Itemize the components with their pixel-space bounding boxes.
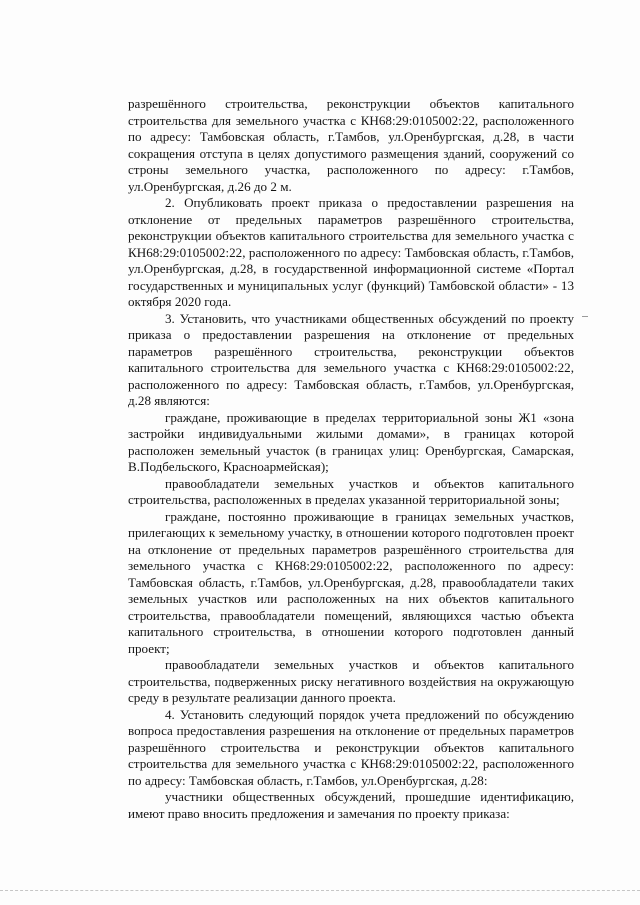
paragraph-participants-adjacent: граждане, постоянно проживающие в границах земельных участков, прилегающих к земельному участку, в отношении которого подготовлен проект на отклонение от предельных параметров разрешённого строительства для земельного участка с КН68:29:0105002:22, расположенного по адресу: Тамбовская область, г.Тамбов, ул.Оренбургская, д.28, правообладатели таких земельных участков или расположенных на них объектов капитального строительства, правообладатели помещений, являющихся частью объекта капитального строительства, в отношении которого подготовлен данный проект; xyxy=(128,508,574,656)
paragraph-participants-residents: граждане, проживающие в пределах территориальной зоны Ж1 «зона застройки индивидуальными жилыми домами», в границах которой расположен земельный участок (в границах улиц: Оренбургская, Самарская, В.Подбельского, Красноармейская); xyxy=(128,409,574,474)
paragraph-participants-risk: правообладатели земельных участков и объектов капитального строительства, подверженных риску негативного воздействия на окружающую среду в результате реализации данного проекта. xyxy=(128,657,574,705)
paragraph-item-2: 2. Опубликовать проект приказа о предоставлении разрешения на отклонение от предельных параметров разрешённого строительства, реконструкции объектов капитального строительства для земельного участка с КН68:29:0105002:22, расположенного по адресу: Тамбовская область, г.Тамбов, ул.Оренбургская, д.28, в государственной информационной системе «Портал государственных и муниципальных услуг (функций) Тамбовской области» - 13 октября 2020 года. xyxy=(128,195,574,309)
scan-artifact xyxy=(582,316,588,317)
paragraph-participants-rights: участники общественных обсуждений, прошедшие идентификацию, имеют право вносить предложения и замечания по проекту приказа: xyxy=(128,789,574,821)
scan-edge-artifact xyxy=(0,890,640,893)
document-body xyxy=(128,96,574,822)
paragraph-item-3: 3. Установить, что участниками общественных обсуждений по проекту приказа о предоставлении разрешения на отклонение от предельных параметров разрешённого строительства, реконструкции объектов капитального строительства для земельного участка с КН68:29:0105002:22, расположенного по адресу: Тамбовская область, г.Тамбов, ул.Оренбургская, д.28 являются: xyxy=(128,310,574,408)
paragraph-continuation: разрешённого строительства, реконструкции объектов капитального строительства для земельного участка с КН68:29:0105002:22, расположенного по адресу: Тамбовская область, г.Тамбов, ул.Оренбургская, д.28, в части сокращения отступа в целях допустимого размещения зданий, сооружений со строны земельного участка, расположенного по адресу: г.Тамбов, ул.Оренбургская, д.26 до 2 м. xyxy=(128,96,574,194)
paragraph-participants-owners-zone: правообладатели земельных участков и объектов капитального строительства, расположенных в пределах указанной территориальной зоны; xyxy=(128,475,574,507)
paragraph-item-4: 4. Установить следующий порядок учета предложений по обсуждению вопроса предоставления разрешения на отклонение от предельных параметров разрешённого строительства и реконструкции объектов капитального строительства для земельного участка с КН68:29:0105002:22, расположенного по адресу: Тамбовская область, г.Тамбов, ул.Оренбургская, д.28: xyxy=(128,706,574,788)
